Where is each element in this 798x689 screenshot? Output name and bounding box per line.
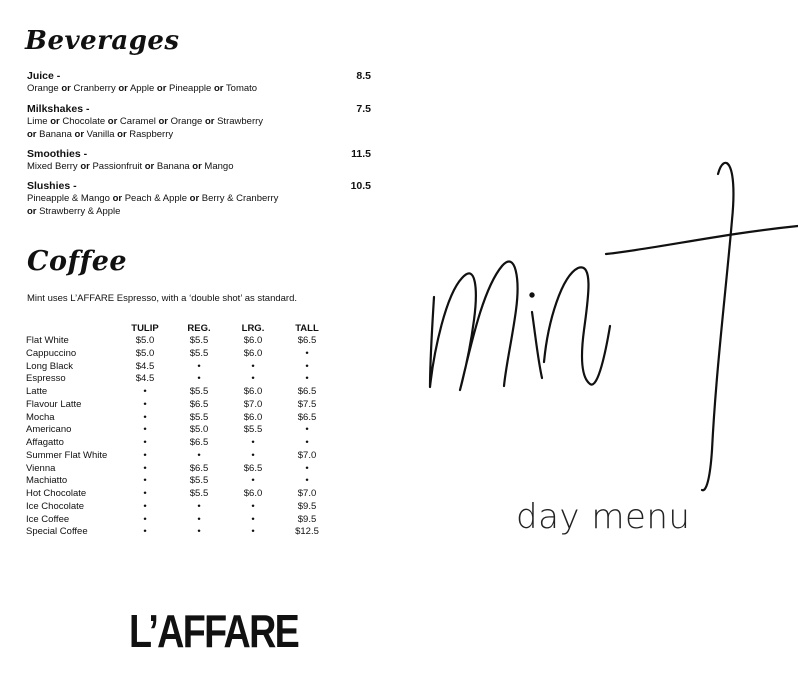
coffee-price: • xyxy=(143,475,147,487)
beverage-price: 11.5 xyxy=(351,148,371,160)
coffee-row xyxy=(24,437,334,450)
coffee-price: • xyxy=(143,513,147,525)
coffee-price: $7.0 xyxy=(297,449,317,461)
coffee-name: Hot Chocolate xyxy=(26,488,87,499)
coffee-price: $4.5 xyxy=(135,373,155,385)
coffee-price: $5.5 xyxy=(243,424,263,436)
beverage-name: Juice - xyxy=(27,70,61,82)
coffee-price: • xyxy=(305,347,309,359)
coffee-price: • xyxy=(305,475,309,487)
beverage-item xyxy=(27,180,371,219)
beverage-item xyxy=(27,103,371,142)
coffee-price: $6.5 xyxy=(189,462,209,474)
coffee-name: Long Black xyxy=(26,360,74,372)
mint-logo-t-cross xyxy=(606,226,798,254)
coffee-price: $5.5 xyxy=(189,335,209,346)
coffee-price: • xyxy=(197,500,201,512)
size-header: REG. xyxy=(187,322,211,334)
mint-logo xyxy=(420,150,798,495)
coffee-price: $4.5 xyxy=(135,360,155,372)
beverage-options: Lime or Chocolate or Caramel or Orange or Strawberry xyxy=(27,116,264,127)
coffee-price: • xyxy=(197,513,201,525)
coffee-size-header-row xyxy=(24,321,334,335)
coffee-price: $6.5 xyxy=(297,335,317,346)
beverage-options: or Banana or Vanilla or Raspberry xyxy=(27,128,174,140)
coffee-name: Espresso xyxy=(26,373,66,385)
coffee-row xyxy=(24,386,334,399)
coffee-price: • xyxy=(305,373,309,385)
coffee-price: • xyxy=(251,360,255,372)
beverage-name: Slushies - xyxy=(27,180,77,192)
coffee-row xyxy=(24,348,334,361)
coffee-price: $12.5 xyxy=(295,526,319,538)
coffee-price: • xyxy=(143,526,147,538)
coffee-row xyxy=(24,399,334,412)
beverage-options: Mixed Berry or Passionfruit or Banana or Mango xyxy=(27,161,234,172)
coffee-price: $6.5 xyxy=(189,437,209,448)
coffee-price: • xyxy=(197,373,201,385)
coffee-name: Americano xyxy=(26,424,72,436)
coffee-name: Machiatto xyxy=(26,475,68,487)
coffee-price: • xyxy=(251,475,255,487)
laffare-logo: L’AFFARE xyxy=(129,605,299,657)
coffee-row xyxy=(24,514,334,527)
coffee-price: • xyxy=(305,437,309,448)
coffee-row xyxy=(24,373,334,386)
coffee-price: $5.5 xyxy=(189,386,209,397)
day-menu-subtitle: day menu xyxy=(516,497,691,537)
coffee-price: • xyxy=(197,526,201,538)
mint-logo-t-stroke xyxy=(702,163,733,490)
beverage-options: Pineapple & Mango or Peach & Apple or Berry & Cranberry xyxy=(27,193,279,204)
beverage-options: Orange or Cranberry or Apple or Pineapple or Tomato xyxy=(27,83,258,94)
coffee-price: • xyxy=(143,488,147,499)
beverage-price: 10.5 xyxy=(350,180,371,192)
size-header: TALL xyxy=(295,322,319,334)
beverage-price: 8.5 xyxy=(356,70,371,82)
coffee-name: Mocha xyxy=(26,411,55,423)
coffee-price: $7.0 xyxy=(297,488,317,499)
coffee-price: • xyxy=(143,398,147,410)
mint-logo-i-stroke xyxy=(532,312,542,378)
coffee-row xyxy=(24,361,334,374)
coffee-price: • xyxy=(143,424,147,436)
coffee-row xyxy=(24,526,334,539)
coffee-price: $7.5 xyxy=(297,398,317,410)
coffee-price: $6.5 xyxy=(243,462,263,474)
coffee-name: Affagatto xyxy=(26,437,64,448)
coffee-intro: Mint uses L’AFFARE Espresso, with a ‘double shot’ as standard. xyxy=(27,293,298,304)
coffee-price: • xyxy=(305,462,309,474)
mint-logo-m-stroke xyxy=(430,262,517,390)
coffee-name: Special Coffee xyxy=(26,526,88,538)
beverage-item xyxy=(27,70,371,96)
size-header: LRG. xyxy=(241,322,265,334)
coffee-price: $6.0 xyxy=(243,347,263,359)
coffee-price: $5.0 xyxy=(135,347,155,359)
coffee-price: $5.5 xyxy=(189,475,209,487)
coffee-name: Summer Flat White xyxy=(26,449,108,461)
coffee-price: • xyxy=(251,500,255,512)
coffee-price: $5.5 xyxy=(189,411,209,423)
beverage-options: or Strawberry & Apple xyxy=(27,205,121,217)
coffee-price: $6.0 xyxy=(243,335,263,346)
coffee-row xyxy=(24,463,334,476)
coffee-price: • xyxy=(251,437,255,448)
coffee-price: $7.0 xyxy=(243,398,263,410)
coffee-price: $5.0 xyxy=(135,335,155,346)
coffee-price: • xyxy=(251,513,255,525)
coffee-row xyxy=(24,501,334,514)
coffee-row xyxy=(24,412,334,425)
coffee-price: $5.5 xyxy=(189,488,209,499)
coffee-price: $6.0 xyxy=(243,411,263,423)
coffee-name: Cappuccino xyxy=(26,347,77,359)
coffee-name: Vienna xyxy=(26,462,56,474)
coffee-price: • xyxy=(143,462,147,474)
beverages-heading: Beverages xyxy=(25,26,180,56)
size-header: TULIP xyxy=(131,322,159,334)
coffee-price: $6.5 xyxy=(297,386,317,397)
coffee-price: $5.5 xyxy=(189,347,209,359)
coffee-name: Flavour Latte xyxy=(26,398,82,410)
coffee-price: • xyxy=(143,449,147,461)
coffee-price: $6.5 xyxy=(189,398,209,410)
coffee-price: • xyxy=(143,386,147,397)
coffee-price: • xyxy=(143,411,147,423)
beverage-name: Milkshakes - xyxy=(27,103,90,115)
coffee-row xyxy=(24,424,334,437)
coffee-heading: Coffee xyxy=(27,246,128,277)
beverage-item xyxy=(27,148,371,174)
coffee-price: $5.0 xyxy=(189,424,209,436)
coffee-row xyxy=(24,450,334,463)
coffee-price: • xyxy=(143,437,147,448)
coffee-name: Ice Chocolate xyxy=(26,500,85,512)
coffee-price: • xyxy=(143,500,147,512)
coffee-price: • xyxy=(251,449,255,461)
coffee-price: • xyxy=(305,424,309,436)
coffee-price: • xyxy=(251,373,255,385)
coffee-price: $9.5 xyxy=(297,500,317,512)
coffee-name: Flat White xyxy=(26,335,69,346)
coffee-price: $9.5 xyxy=(297,513,317,525)
mint-logo-i-dot xyxy=(530,293,533,296)
coffee-row xyxy=(24,475,334,488)
coffee-price: $6.0 xyxy=(243,488,263,499)
coffee-price: $6.0 xyxy=(243,386,263,397)
coffee-price-table xyxy=(24,321,334,539)
beverage-name: Smoothies - xyxy=(27,148,88,160)
coffee-price: • xyxy=(305,360,309,372)
beverage-price: 7.5 xyxy=(356,103,371,115)
coffee-row xyxy=(24,488,334,501)
mint-logo-n-stroke xyxy=(544,267,610,384)
coffee-price: • xyxy=(197,360,201,372)
coffee-price: • xyxy=(197,449,201,461)
coffee-name: Latte xyxy=(26,386,48,397)
coffee-name: Ice Coffee xyxy=(26,513,70,525)
coffee-row xyxy=(24,335,334,348)
coffee-price: • xyxy=(251,526,255,538)
coffee-price: $6.5 xyxy=(297,411,317,423)
